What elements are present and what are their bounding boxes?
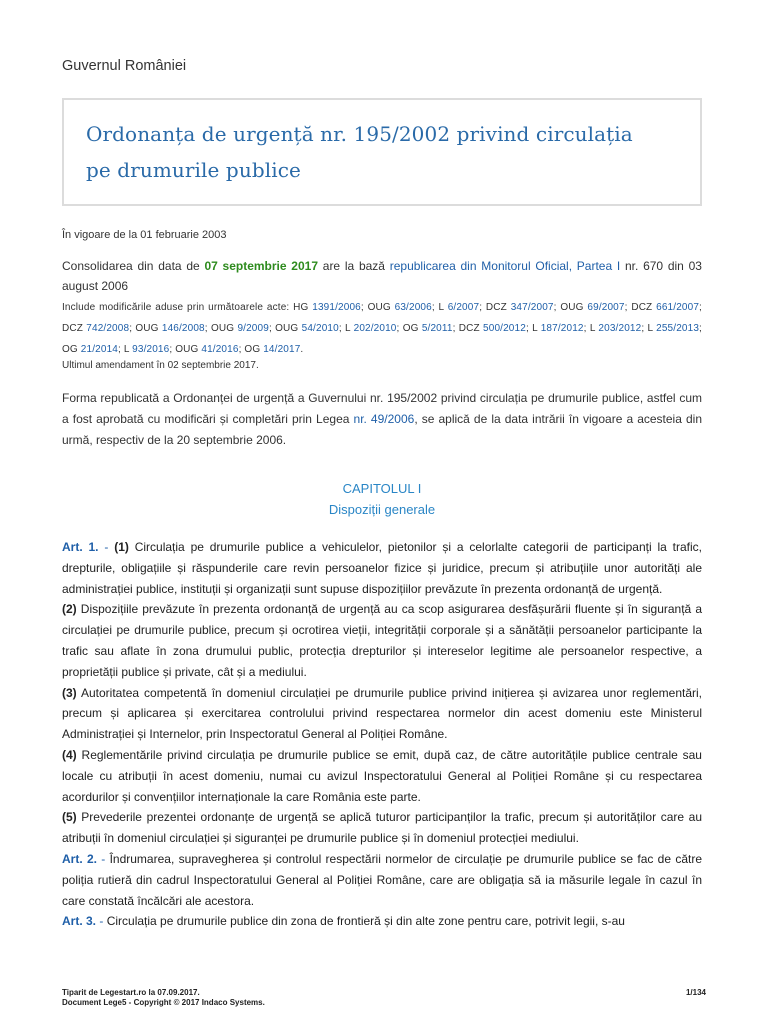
paragraph-text: Prevederile prezentei ordonanțe de urgență se aplică tuturor participanților la trafic, precum și autorităților care au atribuții în domeniul circulației și siguranței pe drumurile publice și în domeniul protecției mediului. xyxy=(62,810,702,846)
act-link[interactable]: 93/2016 xyxy=(132,344,170,355)
acts-list: 1391/2006; OUG 63/2006; L 6/2007; DCZ 347/2007; OUG 69/2007; DCZ 661/2007; DCZ 742/2008; OUG 146/2008; OUG 9/2009; OUG 54/2010; L 202/2010; OG 5/2011; DCZ 500/2012; L 187/2012; L 203/2012; L 255/2013; OG 21/2014; L 93/2016; OUG 41/2016; OG 14/2017. xyxy=(62,302,702,355)
in-force-date: În vigoare de la 01 februarie 2003 xyxy=(62,229,227,241)
act-link[interactable]: 187/2012 xyxy=(540,323,584,334)
consolidation-info xyxy=(62,256,702,296)
act-type: ; OUG xyxy=(268,323,302,334)
act-type: ; L xyxy=(583,323,599,334)
article-1-paragraph-2 xyxy=(62,599,702,682)
act-type: ; L xyxy=(118,344,133,355)
chapter-number: CAPITOLUL I xyxy=(342,481,422,496)
act-type: ; DCZ xyxy=(624,302,657,313)
consol-suffix: nr. 670 din 03 august 2006 xyxy=(62,259,702,293)
consol-prefix: Consolidarea din data de xyxy=(62,259,200,273)
act-link[interactable]: 146/2008 xyxy=(161,323,205,334)
act-type: ; DCZ xyxy=(479,302,511,313)
act-type: ; DCZ xyxy=(452,323,484,334)
act-link[interactable]: 9/2009 xyxy=(237,323,269,334)
article-1-paragraph-4 xyxy=(62,745,702,807)
act-link[interactable]: 63/2006 xyxy=(394,302,432,313)
title-line-1: Ordonanța de urgență nr. 195/2002 privind circulația xyxy=(86,122,633,146)
act-type: ; OG xyxy=(238,344,264,355)
chapter-heading xyxy=(62,478,702,520)
paragraph-text: Dispozițiile prevăzute în prezenta ordonanță de urgență au ca scop asigurarea desfășurării fluente și în siguranță a circulației pe drumurile publice, precum și ocrotirea vieții, integrității corporale și a sănătății persoanelor participante la trafic sau aflate în zona drumului public, protecția drepturilor și intereselor legitime ale persoanelor respective, a proprietății publice și private, cât și a mediului. xyxy=(62,602,702,679)
article-1-paragraph-3 xyxy=(62,683,702,745)
forma-text-after: , se aplică de la data intrării în vigoare a acesteia din urmă, respectiv de la 20 septembrie 2006. xyxy=(62,412,702,447)
act-type: ; OUG xyxy=(360,302,395,313)
act-link[interactable]: 255/2013 xyxy=(656,323,700,334)
act-type: ; OUG xyxy=(169,344,202,355)
last-amendment: Ultimul amendament în 02 septembrie 2017. xyxy=(62,360,259,371)
amending-acts xyxy=(62,297,702,360)
article-3 xyxy=(62,911,702,932)
paragraph-number: (2) xyxy=(62,602,77,617)
article-1-paragraph-5 xyxy=(62,807,702,849)
articles-body xyxy=(62,537,702,932)
paragraph-number: (5) xyxy=(62,810,77,825)
act-link[interactable]: 5/2011 xyxy=(421,323,453,334)
dash-separator: - xyxy=(99,914,104,929)
act-type: ; L xyxy=(431,302,448,313)
paragraph-number: (4) xyxy=(62,747,77,762)
act-type: ; OG xyxy=(62,323,702,355)
act-link[interactable]: 69/2007 xyxy=(587,302,625,313)
footer-printed: Tiparit de Legestart.ro la 07.09.2017. xyxy=(62,988,200,997)
document-title xyxy=(86,116,678,188)
act-type: ; L xyxy=(641,323,657,334)
act-type: ; OUG xyxy=(129,323,162,334)
monitor-oficial-link[interactable]: republicarea din Monitorul Oficial, Partea I xyxy=(389,259,621,273)
act-type: ; OUG xyxy=(553,302,588,313)
consol-mid: are la bază xyxy=(322,259,385,273)
print-footer xyxy=(62,988,265,1008)
act-type: ; L xyxy=(525,323,541,334)
act-type: ; DCZ xyxy=(62,302,702,334)
act-link[interactable]: 14/2017 xyxy=(263,344,301,355)
consol-date: 07 septembrie 2017 xyxy=(204,259,319,273)
includes-prefix: Include modificările aduse prin următoarele acte: HG xyxy=(62,302,309,313)
act-link[interactable]: 347/2007 xyxy=(510,302,554,313)
page-number: 1/134 xyxy=(685,988,706,997)
government-label: Guvernul României xyxy=(62,58,187,74)
act-link[interactable]: 1391/2006 xyxy=(312,302,361,313)
forma-text-before: Forma republicată a Ordonanței de urgență a Guvernului nr. 195/2002 privind circulația pe drumurile publice, astfel cum a fost aprobată cu modificări și completări prin Legea xyxy=(62,391,702,426)
act-link[interactable]: 54/2010 xyxy=(301,323,339,334)
dash-separator: - xyxy=(101,851,106,866)
article-3-link[interactable]: Art. 3. xyxy=(62,914,97,929)
act-link[interactable]: 202/2010 xyxy=(353,323,397,334)
act-link[interactable]: 203/2012 xyxy=(598,323,642,334)
dash-separator: - xyxy=(104,540,109,554)
act-link[interactable]: 742/2008 xyxy=(86,323,130,334)
article-2-link[interactable]: Art. 2. xyxy=(62,851,97,866)
paragraph-text: Reglementările privind circulația pe drumurile publice se emit, după caz, de către autoritățile publice centrale sau locale cu atribuții în acest domeniu, numai cu avizul Inspectoratului General al Poliției Române și cu respectarea acordurilor și convențiilor internaționale la care România este parte. xyxy=(62,747,702,804)
act-link[interactable]: 6/2007 xyxy=(447,302,480,313)
act-link[interactable]: 21/2014 xyxy=(80,344,118,355)
paragraph-text: Autoritatea competentă în domeniul circulației pe drumurile publice privind inițierea și avizarea unor reglementări, precum și aplicarea și exercitarea controlului privind respectarea normelor din acest domeniu este Ministerul Administrației și Internelor, prin Inspectoratul General al Poliției Române. xyxy=(62,685,702,742)
title-line-2: pe drumurile publice xyxy=(86,158,301,182)
law-49-2006-link[interactable]: nr. 49/2006 xyxy=(353,412,415,426)
article-1-paragraph-1 xyxy=(62,537,702,599)
act-link[interactable]: 661/2007 xyxy=(656,302,700,313)
act-link[interactable]: 41/2016 xyxy=(201,344,239,355)
act-type: ; OG xyxy=(396,323,422,334)
article-1-link[interactable]: Art. 1. xyxy=(62,540,99,554)
paragraph-number: (1) xyxy=(114,540,129,554)
act-type: ; L xyxy=(338,323,354,334)
title-box xyxy=(62,98,702,206)
article-2 xyxy=(62,849,702,911)
paragraph-text: Circulația pe drumurile publice din zona de frontieră și din alte zone pentru care, potrivit legii, s-au xyxy=(106,914,625,929)
act-type: ; OUG xyxy=(204,323,238,334)
footer-copyright: Document Lege5 - Copyright © 2017 Indaco Systems. xyxy=(62,998,265,1007)
chapter-name: Dispoziții generale xyxy=(328,502,436,517)
paragraph-text: Îndrumarea, supravegherea și controlul respectării normelor de circulație pe drumurile publice se fac de către poliția rutieră din cadrul Inspectoratului General al Poliției Române, care are obligația să ia măsurile legale în cazul în care constată încălcări ale acestora. xyxy=(62,851,702,908)
act-link[interactable]: 500/2012 xyxy=(483,323,526,334)
paragraph-number: (3) xyxy=(62,685,77,700)
paragraph-text: Circulația pe drumurile publice a vehiculelor, pietonilor și a celorlalte categorii de participanți la trafic, drepturile, obligațiile și răspunderile care revin persoanelor fizice și juridice, precum și atribuțiile unor autorități ale administrației publice, instituții și organizații sunt supuse dispozițiilor prevăzute în prezenta ordonanță de urgență. xyxy=(62,540,702,596)
republished-form-note xyxy=(62,388,702,451)
